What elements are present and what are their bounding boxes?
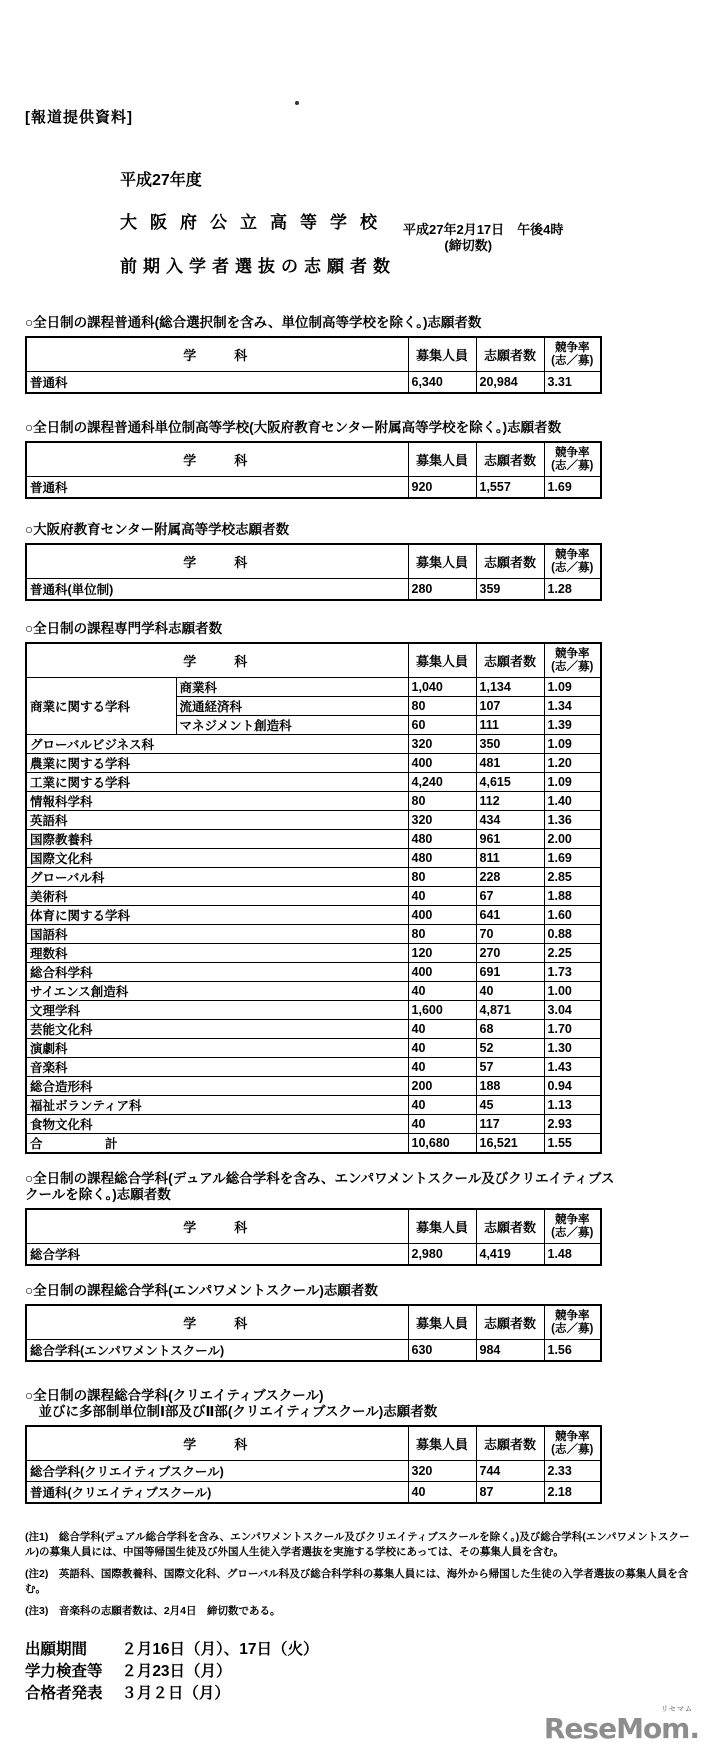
table-row <box>26 477 601 499</box>
note-1: (注1) 総合学科(デュアル総合学科を含み、エンパワメントスクール及びクリエイティブスクールを除く。)及び総合学科(エンパワメントスクール)の募集人員には、中国等帰国生徒及び外国人生徒入学者選抜を実施する学校にあっては、その募集人員を含む。 <box>25 1531 690 1558</box>
col-capacity: 募集人員 <box>408 544 476 579</box>
ratio-cell: 2.25 <box>544 944 601 963</box>
applicants-cell: 350 <box>476 735 544 754</box>
table-row <box>26 1461 601 1482</box>
subject-cell: 商業科 <box>176 678 408 697</box>
ratio-cell: 1.34 <box>544 697 601 716</box>
col-capacity: 募集人員 <box>408 1209 476 1244</box>
ratio-cell: 1.73 <box>544 963 601 982</box>
applicants-cell: 16,521 <box>476 1134 544 1154</box>
capacity-cell: 320 <box>408 735 476 754</box>
capacity-cell: 60 <box>408 716 476 735</box>
col-ratio: 競争率 (志／募) <box>544 337 601 372</box>
capacity-cell: 280 <box>408 579 476 601</box>
table-row <box>26 906 601 925</box>
ratio-cell: 2.33 <box>544 1461 601 1482</box>
capacity-cell: 40 <box>408 1115 476 1134</box>
col-applicants: 志願者数 <box>476 544 544 579</box>
section-heading: ○全日制の課程専門学科志願者数 <box>25 621 223 636</box>
col-applicants: 志願者数 <box>476 1209 544 1244</box>
table-row <box>26 811 601 830</box>
table-total-row <box>26 1134 601 1154</box>
col-subject: 学 科 <box>26 442 408 477</box>
table-row <box>26 1020 601 1039</box>
applicants-cell: 68 <box>476 1020 544 1039</box>
ratio-cell: 1.28 <box>544 579 601 601</box>
col-subject: 学 科 <box>26 643 408 678</box>
subject-cell: 食物文化科 <box>26 1115 408 1134</box>
ratio-cell: 1.39 <box>544 716 601 735</box>
table-row <box>26 678 601 697</box>
table-header-row <box>26 1209 601 1244</box>
table-row <box>26 982 601 1001</box>
fiscal-year: 平成27年度 <box>120 172 202 189</box>
section-heading: ○大阪府教育センター附属高等学校志願者数 <box>25 522 290 537</box>
subject-cell: 総合学科 <box>26 1244 408 1266</box>
ratio-cell: 1.69 <box>544 477 601 499</box>
table-row <box>26 944 601 963</box>
applicants-cell: 40 <box>476 982 544 1001</box>
table-row <box>26 754 601 773</box>
subject-cell: 普通科(単位制) <box>26 579 408 601</box>
applicants-cell: 4,615 <box>476 773 544 792</box>
applicants-table <box>25 1304 602 1362</box>
ratio-cell: 1.69 <box>544 849 601 868</box>
ratio-cell: 1.30 <box>544 1039 601 1058</box>
capacity-cell: 40 <box>408 982 476 1001</box>
capacity-cell: 400 <box>408 754 476 773</box>
table-header-row <box>26 1426 601 1461</box>
ratio-cell: 3.04 <box>544 1001 601 1020</box>
subject-cell: 国際文化科 <box>26 849 408 868</box>
subject-cell: 国語科 <box>26 925 408 944</box>
resemom-logo-text: ReseMom. <box>543 1712 699 1745</box>
subject-cell: 普通科(クリエイティブスクール) <box>26 1482 408 1504</box>
subject-cell: 総合科学科 <box>26 963 408 982</box>
applicants-cell: 52 <box>476 1039 544 1058</box>
applicants-table <box>25 441 602 499</box>
col-applicants: 志願者数 <box>476 337 544 372</box>
ratio-cell: 1.00 <box>544 982 601 1001</box>
subject-cell: グローバル科 <box>26 868 408 887</box>
capacity-cell: 400 <box>408 906 476 925</box>
capacity-cell: 480 <box>408 830 476 849</box>
capacity-cell: 80 <box>408 792 476 811</box>
capacity-cell: 40 <box>408 1482 476 1504</box>
applicants-cell: 45 <box>476 1096 544 1115</box>
schedule-line <box>25 1661 705 1683</box>
capacity-cell: 1,600 <box>408 1001 476 1020</box>
applicants-cell: 359 <box>476 579 544 601</box>
applicants-cell: 984 <box>476 1340 544 1362</box>
table-row <box>26 830 601 849</box>
section-heading: ○全日制の課程総合学科(クリエイティブスクール) <box>25 1388 324 1403</box>
capacity-cell: 40 <box>408 887 476 906</box>
capacity-cell: 400 <box>408 963 476 982</box>
capacity-cell: 80 <box>408 697 476 716</box>
section-heading-line2: 並びに多部制単位制Ⅰ部及びⅡ部(クリエイティブスクール)志願者数 <box>25 1404 438 1419</box>
page-title-line1: 大阪府公立高等学校 <box>120 213 390 232</box>
applicants-cell: 270 <box>476 944 544 963</box>
notes-block <box>25 1530 697 1619</box>
capacity-cell: 630 <box>408 1340 476 1362</box>
capacity-cell: 480 <box>408 849 476 868</box>
capacity-cell: 1,040 <box>408 678 476 697</box>
subject-cell: 文理学科 <box>26 1001 408 1020</box>
applicants-cell: 4,419 <box>476 1244 544 1266</box>
table-header-row <box>26 442 601 477</box>
capacity-cell: 120 <box>408 944 476 963</box>
table-row <box>26 1077 601 1096</box>
capacity-cell: 200 <box>408 1077 476 1096</box>
capacity-cell: 40 <box>408 1058 476 1077</box>
schedule-line <box>25 1683 705 1705</box>
capacity-cell: 6,340 <box>408 372 476 394</box>
table-row <box>26 1058 601 1077</box>
subject-cell: 合 計 <box>26 1134 408 1154</box>
applicants-cell: 117 <box>476 1115 544 1134</box>
resemom-logo <box>544 1706 699 1744</box>
col-ratio: 競争率 (志／募) <box>544 643 601 678</box>
scan-artifact-dot <box>295 101 299 105</box>
ratio-cell: 3.31 <box>544 372 601 394</box>
applicants-cell: 481 <box>476 754 544 773</box>
section-heading: ○全日制の課程普通科(総合選択制を含み、単位制高等学校を除く。)志願者数 <box>25 315 482 330</box>
table-row <box>26 579 601 601</box>
ratio-cell: 1.20 <box>544 754 601 773</box>
subject-cell: 流通経済科 <box>176 697 408 716</box>
ratio-cell: 1.43 <box>544 1058 601 1077</box>
schedule-value: ２月23日（月） <box>121 1663 232 1680</box>
capacity-cell: 10,680 <box>408 1134 476 1154</box>
applicants-table-specialized <box>25 642 602 1154</box>
table-row <box>26 735 601 754</box>
applicants-cell: 67 <box>476 887 544 906</box>
col-ratio: 競争率 (志／募) <box>544 1305 601 1340</box>
ratio-cell: 2.85 <box>544 868 601 887</box>
ratio-cell: 1.70 <box>544 1020 601 1039</box>
col-subject: 学 科 <box>26 1426 408 1461</box>
capacity-cell: 80 <box>408 925 476 944</box>
subject-cell: 美術科 <box>26 887 408 906</box>
schedule-value: ２月16日（月）、17日（火） <box>121 1641 319 1658</box>
applicants-table <box>25 1425 602 1504</box>
ratio-cell: 1.09 <box>544 773 601 792</box>
section-heading: ○全日制の課程総合学科(エンパワメントスクール)志願者数 <box>25 1283 378 1298</box>
schedule-label: 合格者発表 <box>25 1685 103 1702</box>
applicants-cell: 188 <box>476 1077 544 1096</box>
capacity-cell: 80 <box>408 868 476 887</box>
table-header-row <box>26 1305 601 1340</box>
capacity-cell: 2,980 <box>408 1244 476 1266</box>
col-subject: 学 科 <box>26 337 408 372</box>
subject-cell: サイエンス創造科 <box>26 982 408 1001</box>
ratio-cell: 2.18 <box>544 1482 601 1504</box>
capacity-cell: 920 <box>408 477 476 499</box>
applicants-cell: 112 <box>476 792 544 811</box>
table-row <box>26 1096 601 1115</box>
subject-cell: グローバルビジネス科 <box>26 735 408 754</box>
table-header-row <box>26 337 601 372</box>
subject-cell: 総合学科(エンパワメントスクール) <box>26 1340 408 1362</box>
table-header-row <box>26 643 601 678</box>
subject-cell: 工業に関する学科 <box>26 773 408 792</box>
section-heading: ○全日制の課程普通科単位制高等学校(大阪府教育センター附属高等学校を除く。)志願者数 <box>25 420 562 435</box>
subject-cell: 理数科 <box>26 944 408 963</box>
table-row <box>26 1001 601 1020</box>
schedule-label: 学力検査等 <box>25 1663 103 1680</box>
applicants-cell: 70 <box>476 925 544 944</box>
applicants-cell: 228 <box>476 868 544 887</box>
applicants-cell: 107 <box>476 697 544 716</box>
col-applicants: 志願者数 <box>476 1305 544 1340</box>
table-row <box>26 963 601 982</box>
table-row <box>26 1115 601 1134</box>
subject-cell: 普通科 <box>26 372 408 394</box>
table-row <box>26 925 601 944</box>
subject-cell: 総合造形科 <box>26 1077 408 1096</box>
applicants-cell: 811 <box>476 849 544 868</box>
note-3: (注3) 音楽科の志願者数は、2月4日 締切数である。 <box>25 1605 281 1617</box>
ratio-cell: 1.88 <box>544 887 601 906</box>
applicants-cell: 691 <box>476 963 544 982</box>
applicants-cell: 434 <box>476 811 544 830</box>
table-row <box>26 1039 601 1058</box>
col-applicants: 志願者数 <box>476 1426 544 1461</box>
table-row <box>26 372 601 394</box>
subject-cell: 福祉ボランティア科 <box>26 1096 408 1115</box>
applicants-cell: 641 <box>476 906 544 925</box>
applicants-cell: 4,871 <box>476 1001 544 1020</box>
applicants-cell: 87 <box>476 1482 544 1504</box>
table-row <box>26 887 601 906</box>
subject-cell: 情報科学科 <box>26 792 408 811</box>
col-subject: 学 科 <box>26 1209 408 1244</box>
applicants-table <box>25 1208 602 1266</box>
subject-cell: 音楽科 <box>26 1058 408 1077</box>
col-ratio: 競争率 (志／募) <box>544 544 601 579</box>
table-row <box>26 1482 601 1504</box>
applicants-cell: 111 <box>476 716 544 735</box>
ratio-cell: 1.09 <box>544 735 601 754</box>
subject-cell: 演劇科 <box>26 1039 408 1058</box>
applicants-cell: 20,984 <box>476 372 544 394</box>
col-applicants: 志願者数 <box>476 442 544 477</box>
ratio-cell: 1.56 <box>544 1340 601 1362</box>
date-line: 平成27年2月17日 午後4時 <box>403 222 564 237</box>
col-capacity: 募集人員 <box>408 337 476 372</box>
table-header-row <box>26 544 601 579</box>
subject-cell: 総合学科(クリエイティブスクール) <box>26 1461 408 1482</box>
capacity-cell: 320 <box>408 1461 476 1482</box>
ratio-cell: 2.00 <box>544 830 601 849</box>
applicants-cell: 1,134 <box>476 678 544 697</box>
section-heading: ○全日制の課程総合学科(デュアル総合学科を含み、エンパワメントスクール及びクリエイティブスクールを除く。)志願者数 <box>25 1171 615 1202</box>
schedule-value: ３月２日（月） <box>121 1685 230 1702</box>
col-capacity: 募集人員 <box>408 1426 476 1461</box>
subject-cell: 普通科 <box>26 477 408 499</box>
subject-cell: 農業に関する学科 <box>26 754 408 773</box>
ratio-cell: 1.60 <box>544 906 601 925</box>
subject-cell: 芸能文化科 <box>26 1020 408 1039</box>
subject-group-cell: 商業に関する学科 <box>26 678 176 735</box>
subject-cell: 体育に関する学科 <box>26 906 408 925</box>
table-row <box>26 792 601 811</box>
applicants-table <box>25 336 602 394</box>
capacity-cell: 4,240 <box>408 773 476 792</box>
ratio-cell: 1.40 <box>544 792 601 811</box>
col-ratio: 競争率 (志／募) <box>544 442 601 477</box>
col-capacity: 募集人員 <box>408 643 476 678</box>
schedule-line <box>25 1639 705 1661</box>
applicants-cell: 57 <box>476 1058 544 1077</box>
date-block <box>403 222 563 254</box>
col-subject: 学 科 <box>26 1305 408 1340</box>
applicants-cell: 961 <box>476 830 544 849</box>
ratio-cell: 1.55 <box>544 1134 601 1154</box>
ratio-cell: 0.94 <box>544 1077 601 1096</box>
table-row <box>26 868 601 887</box>
date-note: (締切数) <box>444 238 493 253</box>
schedule-label: 出願期間 <box>25 1641 88 1658</box>
applicants-table <box>25 543 602 601</box>
ratio-cell: 1.09 <box>544 678 601 697</box>
resemom-logo-ruby: リセマム <box>661 1706 693 1713</box>
table-row <box>26 849 601 868</box>
col-ratio: 競争率 (志／募) <box>544 1209 601 1244</box>
capacity-cell: 40 <box>408 1039 476 1058</box>
subject-cell: マネジメント創造科 <box>176 716 408 735</box>
subject-cell: 英語科 <box>26 811 408 830</box>
ratio-cell: 1.36 <box>544 811 601 830</box>
note-2: (注2) 英語科、国際教養科、国際文化科、グローバル科及び総合科学科の募集人員には、海外から帰国した生徒の入学者選抜の募集人員を含む。 <box>25 1568 689 1595</box>
applicants-cell: 744 <box>476 1461 544 1482</box>
schedule-block <box>25 1639 705 1705</box>
ratio-cell: 0.88 <box>544 925 601 944</box>
table-row <box>26 1244 601 1266</box>
ratio-cell: 1.48 <box>544 1244 601 1266</box>
capacity-cell: 40 <box>408 1020 476 1039</box>
col-capacity: 募集人員 <box>408 442 476 477</box>
col-ratio: 競争率 (志／募) <box>544 1426 601 1461</box>
capacity-cell: 320 <box>408 811 476 830</box>
col-applicants: 志願者数 <box>476 643 544 678</box>
table-row <box>26 1340 601 1362</box>
doc-label: [報道提供資料] <box>25 109 133 126</box>
ratio-cell: 1.13 <box>544 1096 601 1115</box>
col-capacity: 募集人員 <box>408 1305 476 1340</box>
col-subject: 学 科 <box>26 544 408 579</box>
page-title-line2: 前期入学者選抜の志願者数 <box>120 257 396 276</box>
applicants-cell: 1,557 <box>476 477 544 499</box>
capacity-cell: 40 <box>408 1096 476 1115</box>
subject-cell: 国際教養科 <box>26 830 408 849</box>
table-row <box>26 773 601 792</box>
ratio-cell: 2.93 <box>544 1115 601 1134</box>
